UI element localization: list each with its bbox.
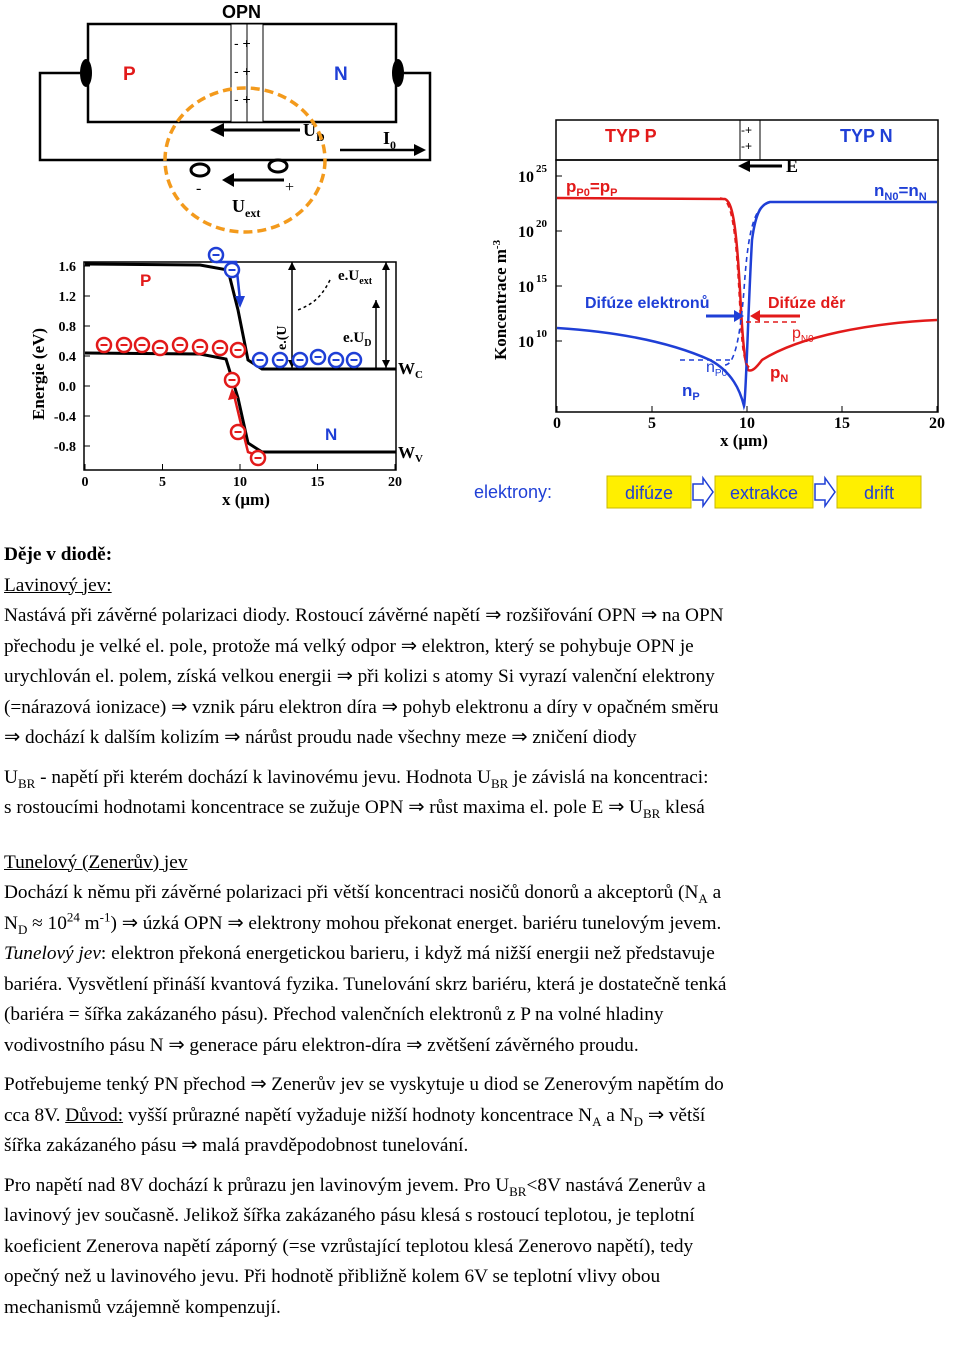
conc-xtick-label: 15: [834, 415, 850, 432]
conc-xtick-label: 10: [739, 415, 755, 432]
conc-xtick-label: 20: [929, 415, 945, 432]
i0-label: $I_0$: [383, 128, 397, 152]
tunnel-line: Tunelový jev: elektron překoná energetickou barieru, i když má nižší energii než představuje: [4, 943, 715, 964]
band-xtick-label: 15: [310, 475, 325, 490]
band-xlabel: x (μm): [222, 490, 270, 509]
pro-line: koeficient Zenerova napětí záporný (=se vzrůstající teplotou klesá Zenerovo napětí), tedy: [4, 1235, 694, 1257]
band-ytick-label: 0.0: [58, 380, 76, 395]
conc-ytick-exp: 25: [536, 163, 547, 175]
step-arrow-icon: [693, 478, 713, 506]
band-xtick-label: 20: [388, 475, 402, 490]
svg-text:- +: - +: [234, 35, 251, 51]
pro-line: opečný než u lavinového jevu. Při hodnotě přibližně kolem 6V se teplotní vlivy obou: [4, 1266, 661, 1287]
zener-line: Dochází k němu při závěrné polarizaci při větší koncentraci nosičů donorů a akceptorů ($N_A$ a: [4, 882, 722, 906]
svg-text:-+: -+: [741, 123, 753, 137]
pp0-label: $p_{P0}=p_P$: [566, 177, 618, 199]
ubr-line: s rostoucími hodnotami koncentrace se zužuje OPN ⇒ růst maxima el. pole E ⇒ $U_{BR}$ klesá: [4, 797, 705, 821]
eud-label: $e.U_D$: [343, 330, 372, 349]
svg-text:+: +: [285, 179, 295, 196]
band-ytick-label: -0.4: [53, 410, 76, 425]
band-ytick-label: 1.2: [58, 290, 76, 305]
hole-diffusion-label: Difúze děr: [768, 295, 846, 312]
need-line: šířka zakázaného pásu ⇒ malá pravděpodobnost tunelování.: [4, 1135, 469, 1156]
diode-band-figure: [0, 0, 480, 510]
band-ytick-label: 1.6: [58, 260, 76, 275]
concentration-figure: [470, 110, 960, 520]
section-title: Děje v diodě:: [4, 544, 113, 565]
step-label: difúze: [624, 483, 674, 503]
typ-p-label: TYP P: [605, 126, 657, 146]
uext-label: $U_{ext}$: [232, 196, 261, 220]
need-line: Potřebujeme tenký PN přechod ⇒ Zenerův jev se vyskytuje u diod se Zenerovým napětím do: [4, 1074, 724, 1095]
opn-label: OPN: [222, 2, 262, 22]
conc-ytick-exp: 20: [536, 218, 547, 230]
avalanche-line: Nastává při závěrné polarizaci diody. Rostoucí závěrné napětí ⇒ rozšiřování OPN ⇒ na OPN: [4, 605, 724, 626]
band-xtick-label: 5: [159, 475, 166, 490]
conc-ylabel: Koncentrace $m^{-3}$: [491, 239, 510, 360]
band-xtick-label: 10: [233, 475, 247, 490]
svg-text:-: -: [196, 180, 202, 197]
e-field-label: E: [786, 156, 799, 176]
band-plot: [29, 248, 423, 509]
tunnel-line: (bariéra = šířka zakázaného pásu). Přechod valenčních elektronů z P na volné hladiny: [4, 1004, 664, 1025]
svg-text:- +: - +: [234, 91, 251, 107]
electrons-row-label: elektrony:: [474, 482, 553, 502]
body-text: [4, 540, 956, 1323]
pn0-label: $p_{N0}$: [792, 325, 814, 345]
conc-ytick-label: 10: [518, 169, 534, 186]
band-ytick-label: 0.8: [58, 320, 76, 335]
conc-xlabel: x (μm): [720, 431, 768, 450]
avalanche-line: přechodu je velké el. pole, protože má velký odpor ⇒ elektron, který se pohybuje OPN je: [4, 635, 694, 657]
pro-line: mechanismů vzájemně kompenzují.: [4, 1296, 281, 1318]
wc-label: $W_C$: [398, 359, 423, 381]
band-n-label: N: [325, 425, 338, 444]
conc-ytick-exp: 10: [536, 328, 547, 340]
conc-ytick-label: 10: [518, 334, 534, 351]
zener-title: Tunelový (Zenerův) jev: [4, 851, 188, 873]
band-ytick-label: 0.4: [58, 350, 76, 365]
zener-line: $N_D \approx 10^{24}$ $m^{-1}$) ⇒ úzká OPN ⇒ elektrony mohou překonat energet. bariéru tunelovým jevem.: [4, 909, 722, 937]
ubr-line: $U_{BR}$ - napětí při kterém dochází k lavinovému jevu. Hodnota $U_{BR}$ je závislá na koncentraci:: [4, 766, 709, 791]
conc-xtick-label: 5: [648, 415, 656, 432]
wv-label: $W_V$: [398, 443, 423, 465]
electron-diffusion-label: Difúze elektronů: [585, 295, 710, 312]
pro-line: lavinový jev současně. Jelikož šířka zakázaného pásu klesá s rostoucí teplotou, je teplotní: [4, 1205, 695, 1226]
typ-n-label: TYP N: [840, 126, 893, 146]
ud-label: $U_D$: [303, 120, 325, 144]
euext-label: $e.U_{ext}$: [338, 268, 373, 287]
step-label: drift: [863, 483, 895, 503]
svg-text:-+: -+: [741, 139, 753, 153]
step-label: extrakce: [729, 483, 799, 503]
conc-ytick-exp: 15: [536, 273, 547, 285]
sum-label: e.(U: [275, 325, 290, 350]
n-region-label: N: [334, 64, 348, 85]
np-label: $n_P$: [682, 381, 700, 403]
band-ylabel: Energie (eV): [29, 327, 48, 420]
p-region-label: P: [123, 64, 136, 85]
conc-ytick-label: 10: [518, 224, 534, 241]
avalanche-line: ⇒ dochází k dalším kolizím ⇒ nárůst proudu nade všechny meze ⇒ zničení diody: [4, 727, 637, 748]
svg-text:- +: - +: [234, 63, 251, 79]
avalanche-title: Lavinový jev:: [4, 574, 112, 596]
step-arrow-icon: [815, 478, 835, 506]
avalanche-line: urychlován el. polem, získá velkou energii ⇒ při kolizi s atomy Si vyrazí valenční elektrony: [4, 666, 715, 687]
pro-line: Pro napětí nad 8V dochází k průrazu jen lavinovým jevem. Pro $U_{BR}<8V$ nastává Zenerův a: [4, 1174, 706, 1199]
pn-label: $p_N$: [770, 363, 789, 385]
band-ytick-label: -0.8: [53, 440, 76, 455]
need-line: cca 8V. Důvod: vyšší průrazné napětí vyžaduje nižší hodnoty koncentrace $N_A$ a $N_D$ ⇒ větší: [4, 1104, 706, 1129]
nn0-label: $n_{N0}=n_N$: [874, 181, 927, 203]
band-xtick-label: 0: [81, 475, 89, 490]
tunnel-line: bariéra. Vysvětlení přináší kvantová fyzika. Tunelování skrz bariéru, která je dostatečně tenká: [4, 973, 727, 995]
tunnel-line: vodivostního pásu N ⇒ generace páru elektron-díra ⇒ zvětšení závěrného proudu.: [4, 1034, 639, 1056]
conc-ytick-label: 10: [518, 279, 534, 296]
conc-xtick-label: 0: [553, 415, 561, 432]
avalanche-line: (=nárazová ionizace) ⇒ vznik páru elektron díra ⇒ pohyb elektronu a díry v opačném směru: [4, 696, 719, 718]
np0-label: $n_{P0}$: [706, 359, 728, 379]
band-p-label: P: [140, 271, 152, 290]
